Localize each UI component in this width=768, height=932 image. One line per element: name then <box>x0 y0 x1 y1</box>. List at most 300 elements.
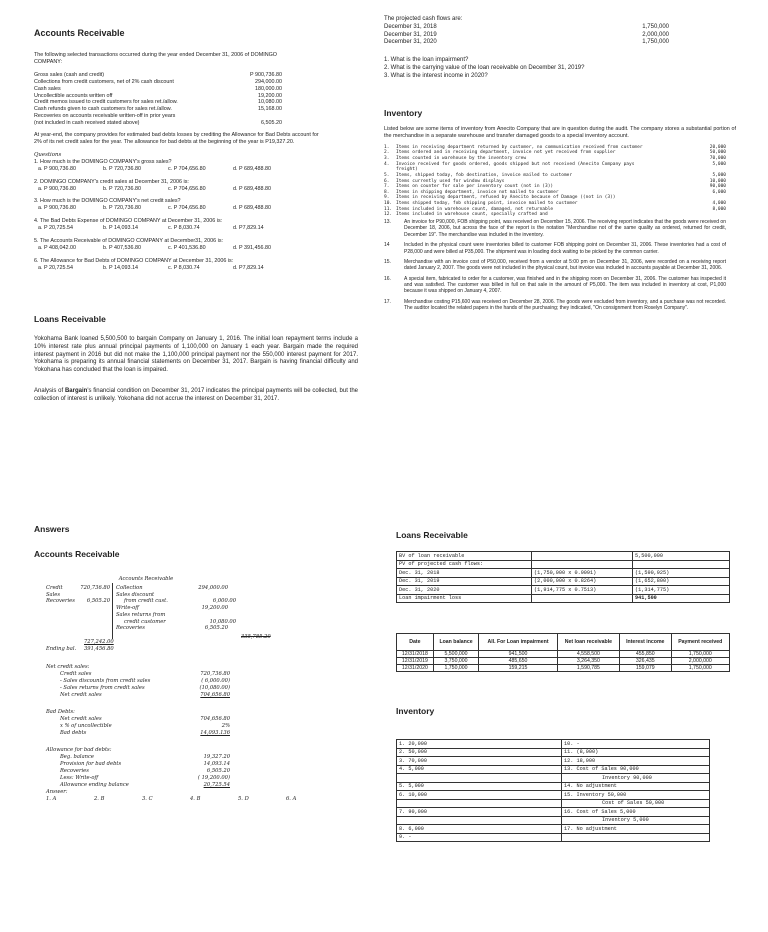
amortization-cell: 1,750,000 <box>433 665 478 672</box>
amortization-cell: 3,264,350 <box>557 658 619 665</box>
inventory-item-text: Items in shipping department, invoice not mailed to customer <box>396 189 559 195</box>
ar-option-c: c. P 401,536.80 <box>168 244 206 251</box>
ar-option-b: b. P 720,736.80 <box>103 185 141 192</box>
ncs-label: - Sales discounts from credit sales <box>60 678 151 685</box>
inventory-answer-left: 7. 90,000 <box>397 808 562 817</box>
t-credit-row <box>116 625 276 632</box>
ar-option-a: a. P 900,736.80 <box>38 205 76 212</box>
cash-flows-title: The projected cash flows are: <box>384 16 463 22</box>
ncs-value: 704,656.80 <box>200 692 230 699</box>
cash-flows-rows <box>384 24 674 47</box>
ar-item-label: (not included in cash received stated above) <box>34 120 140 127</box>
allowance-value: 6,505.20 <box>206 768 230 775</box>
t-credit-label: credit customer <box>124 618 166 625</box>
amortization-cell: 1,590,785 <box>557 665 619 672</box>
ar-option-a: a. P 20,725.54 <box>38 225 73 232</box>
amortization-cell: 2,000,000 <box>671 658 729 665</box>
cash-flow-amount: 2,000,000 <box>642 31 669 38</box>
ar-option-b: b. P 14,093.14 <box>103 225 138 232</box>
t-debit-value: 6,505.20 <box>86 598 110 605</box>
pv-amount: (1,590,925) <box>633 569 730 578</box>
allowance-value: 20,725.54 <box>203 782 230 789</box>
inventory-item-text: Items on counter for sale per inventory count (not in (3)) <box>396 184 554 190</box>
t-credit-value <box>184 612 228 619</box>
pv-label: Dec. 31, 2020 <box>397 586 532 595</box>
answer-item: 1. A <box>46 796 57 803</box>
inventory-item-number: 3. <box>384 156 390 162</box>
allowance-row <box>60 754 346 761</box>
inventory-answer-row <box>397 748 710 757</box>
ar-option-d: d. P 391,456.80 <box>233 244 271 251</box>
amortization-header: Date <box>397 634 434 651</box>
ar-intro: The following selected transactions occurred during the year ended December 31, 2006 of DOMINGO COMPANY: <box>34 52 278 65</box>
ncs-title: Net credit sales: <box>46 664 90 670</box>
t-credit-row <box>116 612 276 619</box>
ar-option-c: c. P 8,030.74 <box>168 225 200 232</box>
ending-balance-label: Ending bal. <box>46 645 77 652</box>
t-credit-row <box>116 598 276 605</box>
ar-option-a: a. P 408,042.00 <box>38 244 76 251</box>
loans-p2-start: Analysis of <box>34 387 65 394</box>
answers-ar-title: Accounts Receivable <box>34 549 120 559</box>
ending-balance-value: 391,456.80 <box>84 645 114 652</box>
loans-paragraph-1: Yokohama Bank loaned 5,500,500 to bargain Company on January 1, 2016. The initial loan repayment terms include a 10% interest rate plus annual principal payments of 1,100,000 on January 1 each year. Bargain made the required interest payment in 2016 but did not make the 1,100,000 principal payment nor the 550,000 interest payment for 2017. Yokohama is preparing its annual financial statements on December 31, 2017. Bargain is having financial difficulty and Yokohana has concluded that the loan is impaired. <box>34 336 358 374</box>
ar-item-value: 6,505.20 <box>261 120 282 127</box>
pv-table <box>396 551 730 603</box>
pv-row <box>397 594 730 603</box>
inventory-answer-left: 1. 20,000 <box>397 740 562 749</box>
ar-yearend: At year-end, the company provides for estimated bad debts losses by crediting the Allowance for Bad Debts account for 2% of its net credit sales for the year. The allowance for bad debts at the beginning of the year is P19,327.20. <box>34 132 319 145</box>
t-credit-row <box>116 585 276 592</box>
ar-option-c: c. P 704,656.80 <box>168 205 206 212</box>
inventory-answer-row <box>397 774 710 783</box>
inventory-item-text: Items shipped today, fob shipping point, invoice mailed to customer <box>396 201 578 207</box>
inventory-answer-row <box>397 765 710 774</box>
inventory-notes <box>384 219 736 312</box>
allow-title: Allowance for bad debts: <box>46 747 112 754</box>
inventory-answer-row <box>397 782 710 791</box>
t-debit-row <box>46 585 110 599</box>
amortization-header: Loan balance <box>433 634 478 651</box>
bad-debts-row <box>60 723 346 730</box>
allow-rows <box>60 754 346 789</box>
inventory-answer-row <box>397 791 710 800</box>
bad-debts-label: Bad debts <box>60 730 87 737</box>
amortization-cell: 159,215 <box>479 665 558 672</box>
inventory-note-text: Included in the physical count were inventories billed to customer FOB shipping point on December 31, 2006. These inventories had a cost of P28,000 and were billed at P35,000. The shipment was in loading dock waiting to be picked by the common carrier. <box>404 242 726 255</box>
amortization-table <box>396 633 730 672</box>
inventory-intro: Listed below are some items of inventory from Anecito Company that are in question during the audit. The company stores a substantial portion of the merchandise in a separate warehouse and transfer damaged goods to a special inventory account. <box>384 126 736 139</box>
ar-items <box>34 72 354 127</box>
inventory-answer-left: 4. 5,000 <box>397 765 562 774</box>
ar-item-value: 10,080.00 <box>258 99 282 106</box>
loans-title: Loans Receivable <box>34 314 106 324</box>
ar-item-label: Uncollectible accounts written off <box>34 92 113 99</box>
t-debit-value: 720,736.80 <box>80 584 110 591</box>
allowance-value: 19,327.20 <box>203 754 230 761</box>
inventory-item-amount: 4,000 <box>712 201 726 207</box>
pv-label: Loan impairment loss <box>397 594 532 603</box>
ar-item-label: Cash refunds given to cash customers for sales ret./allow. <box>34 106 172 113</box>
inventory-answer-row <box>397 808 710 817</box>
inventory-item-number: 7. <box>384 184 390 190</box>
ar-questions-label: Questions <box>34 151 62 158</box>
inventory-note-number: 16. <box>384 275 391 282</box>
inventory-note-text: Merchandise with an invoice cost of P50,000, received from a vendor at 5:00 pm on December 31, 2006, were recorded on a receiving report dated January 2, 2007. The goods were not included in the physical count, but invoice was included in accounts payable at December 31, 2006. <box>404 258 726 272</box>
inventory-note-text: Merchandise costing P15,600 was received on December 28, 2006. The goods were excluded from inventory, and a purchase was not recorded. The auditor located the related papers in the hands of the purchasing; they indicated, "On consignment from Roselyn Company". <box>404 298 726 312</box>
ar-option-c: c. P 704,656.80 <box>168 165 206 172</box>
ar-item <box>34 72 354 79</box>
t-right-total: 335,785.20 <box>241 633 271 640</box>
inventory-item-text: Items, shipped today, fob destination, invoice mailed to customer <box>396 172 573 178</box>
ar-item <box>34 120 354 127</box>
inventory-answer-right: 16. Cost of Sales 5,000 <box>562 808 710 817</box>
answer-item: 3. C <box>142 796 153 803</box>
amortization-cell: 4,558,500 <box>557 651 619 658</box>
ar-item <box>34 86 354 93</box>
inventory-answer-left: 6. 10,000 <box>397 791 562 800</box>
amortization-cell: 3,750,000 <box>433 658 478 665</box>
ncs-row <box>60 692 346 699</box>
inventory-item-amount: 70,000 <box>709 156 726 162</box>
allowance-value: 14,093.14 <box>203 761 230 768</box>
inventory-item-amount: 5,000 <box>712 161 726 167</box>
pv-row <box>397 560 730 569</box>
t-credit-row <box>116 592 276 599</box>
pv-amount: 5,500,000 <box>633 552 730 561</box>
t-credit-value: 6,000.00 <box>212 598 236 605</box>
inventory-answer-right: 12. 18,000 <box>562 757 710 766</box>
bad-debts-row <box>60 730 346 737</box>
ar-option-b: b. P 407,536.80 <box>103 244 141 251</box>
loans-paragraph-2 <box>34 388 358 404</box>
inventory-answer-left: 2. 50,000 <box>397 748 562 757</box>
ar-question-options <box>34 245 354 252</box>
ar-question-options <box>34 186 354 193</box>
ar-problem <box>34 28 354 278</box>
ar-item-value: 294,000.00 <box>255 78 282 85</box>
t-account <box>46 576 276 655</box>
t-credit-value: 19,200.00 <box>201 605 228 611</box>
amortization-cell: 1,750,000 <box>671 665 729 672</box>
t-account-title: Accounts Receivable <box>118 576 174 582</box>
ar-option-d: d. P7,829.14 <box>233 225 264 232</box>
inventory-item-text: Items included in warehouse count, damaged, not returnable <box>396 206 554 212</box>
ar-item <box>34 79 354 86</box>
amortization-header: Net loan receivable <box>557 634 619 651</box>
ar-question <box>34 238 354 252</box>
loans-questions <box>384 57 674 80</box>
inventory-answer-row <box>397 757 710 766</box>
inventory-item-number: 10. <box>384 201 393 207</box>
inventory-answer-right: 17. No adjustment <box>562 825 710 834</box>
cash-flows <box>384 16 674 81</box>
allowance-row <box>60 775 346 782</box>
inventory-answer-right: Cost of Sales 50,000 <box>562 799 710 808</box>
amortization-cell: 12/31/2020 <box>397 665 434 672</box>
t-debit-label: Credit Sales <box>46 584 63 598</box>
inventory-answer-right <box>562 833 710 842</box>
inventory-answer-left <box>397 816 562 825</box>
bad-debts-label: Net credit sales <box>60 716 102 723</box>
amortization-header: All. For Loan impairment <box>479 634 558 651</box>
ncs-value: (10,080.00) <box>199 685 230 692</box>
ncs-label: Credit sales <box>60 671 92 678</box>
cash-flow-date: December 31, 2020 <box>384 39 437 46</box>
amortization-cell: 5,500,000 <box>433 651 478 658</box>
t-credit-value: 294,000.00 <box>198 584 228 591</box>
inventory-item-text: Items counted in warehouse by the inventory crew <box>396 156 527 162</box>
ar-option-a: a. P 20,725.54 <box>38 264 73 271</box>
answers-loans <box>396 530 468 540</box>
inventory-answer-right: 11. (8,000) <box>562 748 710 757</box>
amortization-row <box>397 665 730 672</box>
cash-flow-row <box>384 24 674 32</box>
pv-row <box>397 577 730 586</box>
inventory-answer-row <box>397 816 710 825</box>
bad-debts-value: 2% <box>221 723 230 730</box>
t-credit-label: Recoveries <box>116 625 145 632</box>
answers-inventory-title: Inventory <box>396 706 435 716</box>
pv-calc: (2,000,000 x 0.8264) <box>532 577 633 586</box>
ar-item-value: 180,000.00 <box>255 85 282 92</box>
t-credit-label: from credit cust. <box>124 598 168 605</box>
ar-item-label: Credit memos issued to credit customers for sales ret./allow. <box>34 99 178 106</box>
ar-question <box>34 179 354 193</box>
allowance-row <box>60 782 346 789</box>
inventory-item-number: 6. <box>384 178 390 184</box>
allowance-label: Beg. balance <box>60 754 94 761</box>
inventory-item-number: 12. <box>384 212 393 218</box>
allowance-label: Allowance ending balance <box>60 782 129 789</box>
cash-flow-date: December 31, 2018 <box>384 23 437 30</box>
inventory-items <box>384 145 736 218</box>
t-credit-value: 6,505.20 <box>204 625 228 632</box>
amortization-cell: 159,079 <box>620 665 672 672</box>
inventory-answer-right: 13. Cost of Sales 90,000 <box>562 765 710 774</box>
inventory-item-amount: 50,000 <box>709 150 726 156</box>
ar-question-text: 6. The Allowance for Bad Debts of DOMINGO COMPANY at December 31, 2006 is: <box>34 257 234 264</box>
ar-question-text: 3. How much is the DOMINGO COMPANY's net credit sales? <box>34 198 181 205</box>
amortization-row <box>397 658 730 665</box>
answer-label: Answer: <box>46 789 68 796</box>
ar-question-options <box>34 205 354 212</box>
ar-item-label: Collections from credit customers, net of 2% cash discount <box>34 78 174 85</box>
ar-item-label: Recoveries on accounts receivable written-off in prior years <box>34 113 176 120</box>
loans-problem <box>34 314 358 404</box>
ar-question-options <box>34 265 354 272</box>
ncs-row <box>60 671 346 678</box>
inventory-answer-row <box>397 799 710 808</box>
inventory-item-number: 5. <box>384 172 390 178</box>
inventory-item-number: 2. <box>384 150 390 156</box>
loans-question: 1. What is the loan impairment? <box>384 57 469 64</box>
ar-option-c: c. P 8,030.74 <box>168 264 200 271</box>
ncs-row <box>60 685 346 692</box>
t-credit-row <box>116 619 276 626</box>
inventory-note <box>384 259 736 272</box>
t-left-total: 727,242.00 <box>84 638 114 645</box>
inventory-note-number: 15. <box>384 258 391 265</box>
inventory-item-amount: 5,000 <box>712 172 726 178</box>
amortization-cell: 941,500 <box>479 651 558 658</box>
inventory-item-text: Items in receiving department, refused by Anecito because of Damage ((not in (3)) <box>396 195 616 201</box>
pv-amount <box>633 560 730 569</box>
ar-option-c: c. P 704,656.80 <box>168 185 206 192</box>
pv-label: BV of loan receivable <box>397 552 532 561</box>
inventory-item-amount: 20,000 <box>709 144 726 150</box>
pv-row <box>397 552 730 561</box>
ncs-label: - Sales returns from credit sales <box>60 685 145 692</box>
inventory-note-text: A special item, fabricated to order for a customer, was finished and in the shipping room on December 31, 2006. The customer has inspected it and was satisfied. The customer was billed in full on that sale in the amount of P5,000. The item was included in inventory at cost, P1,000 because it was shipped on January 4, 2007. <box>404 275 726 295</box>
ar-question-text: 2. DOMINGO COMPANY's credit sales at December 31, 2006 is: <box>34 178 189 185</box>
ar-option-d: d. P 689,488.80 <box>233 185 271 192</box>
t-credit-label: Collection <box>116 584 143 591</box>
inventory-note-number: 14 <box>384 242 390 249</box>
ncs-rows <box>60 671 346 699</box>
t-credit-value: 10,080.00 <box>209 618 236 625</box>
amortization-header: Payment received <box>671 634 729 651</box>
inventory-answer-row <box>397 740 710 749</box>
pv-calc: (1,914,775 x 0.7513) <box>532 586 633 595</box>
inventory-item <box>384 162 736 173</box>
pv-amount: (1,314,775) <box>633 586 730 595</box>
ncs-row <box>60 678 346 685</box>
allowance-label: Recoveries <box>60 768 89 775</box>
inventory-note <box>384 276 736 295</box>
inventory-answer-row <box>397 825 710 834</box>
inventory-item-amount: 8,000 <box>712 206 726 212</box>
t-credit-row <box>116 605 276 612</box>
bad-debts-value: 704,656.80 <box>200 716 230 723</box>
ar-questions <box>34 159 354 272</box>
answer-item: 4. B <box>190 796 201 803</box>
cash-flow-row <box>384 32 674 40</box>
inventory-item-text: Items included in warehouse count, specially crafted and <box>396 212 548 218</box>
ar-item-label: Gross sales (cash and credit) <box>34 71 105 78</box>
t-debit-label: Recoveries <box>46 598 75 605</box>
inventory-answer-table <box>396 739 710 842</box>
amortization-cell: 12/31/2018 <box>397 651 434 658</box>
inventory-note <box>384 242 736 255</box>
ar-option-d: d. P 689,488.80 <box>233 205 271 212</box>
ar-question <box>34 258 354 272</box>
pv-calc <box>532 552 633 561</box>
ar-option-d: d. P7,829.14 <box>233 264 264 271</box>
allowance-value: ( 19,200.00) <box>197 775 230 782</box>
ar-question <box>34 218 354 232</box>
ar-option-b: b. P 720,736.80 <box>103 205 141 212</box>
inventory-item-number: 8. <box>384 189 390 195</box>
inventory-answer-right: Inventory 5,000 <box>562 816 710 825</box>
amortization-cell: 455,850 <box>620 651 672 658</box>
ar-item-value: 15,168.00 <box>258 106 282 113</box>
pv-label: Dec. 31, 2018 <box>397 569 532 578</box>
t-credit-label: Sales returns from <box>116 611 166 618</box>
cash-flow-date: December 31, 2019 <box>384 31 437 38</box>
inventory-item-amount <box>646 212 726 218</box>
inventory-item-text: Items currently used for window displays <box>396 178 505 184</box>
inventory-note-text: An invoice for P90,000, FOB shipping point, was received on December 15, 2006. The receiving report indicates that the goods were received on December 18, 2006, but across the face of the report is the notation "Merchandise not of the same quality as ordered, returned for credit, December 19". The merchandise was included in the inventory. <box>404 218 726 238</box>
pv-calc <box>532 594 633 603</box>
inventory-item-number: 1. <box>384 144 390 150</box>
pv-amount: 941,500 <box>633 594 730 603</box>
inventory-item <box>384 212 736 218</box>
cash-flow-amount: 1,750,000 <box>642 39 669 46</box>
inventory-item-number: 4. <box>384 161 390 167</box>
allowance-label: Provision for bad debts <box>60 761 122 768</box>
inventory-title: Inventory <box>384 108 423 118</box>
inventory-answer-left <box>397 774 562 783</box>
inventory-answer-right: Inventory 90,000 <box>562 774 710 783</box>
inventory-answer-right: 10. - <box>562 740 710 749</box>
ncs-value: 720,736.80 <box>200 671 230 678</box>
answer-list <box>46 796 346 803</box>
inventory-item-number: 11. <box>384 206 393 212</box>
bd-rows <box>60 716 346 737</box>
answer-item: 2. B <box>94 796 105 803</box>
ar-question-options <box>34 225 354 232</box>
t-credit-label: Sales discount <box>116 591 155 598</box>
ar-option-d: d. P 689,488.80 <box>233 165 271 172</box>
ar-item <box>34 106 354 113</box>
t-account-divider <box>112 583 113 639</box>
answers-inventory <box>396 706 434 716</box>
t-credit-label: Write-off <box>116 605 139 611</box>
bad-debts-label: x % of uncollectible <box>60 723 112 730</box>
t-debit-row <box>46 598 110 605</box>
inventory-answer-left: 5. 5,000 <box>397 782 562 791</box>
inventory-item-amount: 10,000 <box>709 178 726 184</box>
ar-item <box>34 93 354 100</box>
ar-question <box>34 198 354 212</box>
inventory-note-number: 13. <box>384 218 391 225</box>
inventory-answer-right: 14. No adjustment <box>562 782 710 791</box>
ar-item <box>34 99 354 106</box>
inventory-answer-left: 9. - <box>397 833 562 842</box>
amortization-row <box>397 651 730 658</box>
ar-item-value: 19,200.00 <box>258 92 282 99</box>
ar-item-value <box>224 113 282 120</box>
inventory-item-amount: 90,000 <box>709 184 726 190</box>
bd-title: Bad Debts: <box>46 709 75 716</box>
ar-option-b: b. P 720,736.80 <box>103 165 141 172</box>
inventory-note <box>384 219 736 238</box>
t-account-credits <box>116 585 276 632</box>
pv-calc <box>532 560 633 569</box>
cash-flow-amount: 1,750,000 <box>642 23 669 30</box>
ar-item-label: Cash sales <box>34 85 61 92</box>
bad-debts-row <box>60 716 346 723</box>
answer-item: 5. D <box>238 796 249 803</box>
ar-item-value: P 900,736.80 <box>250 71 282 78</box>
ar-title: Accounts Receivable <box>34 28 125 38</box>
t-credit-value <box>184 592 228 599</box>
amortization-cell: 12/31/2019 <box>397 658 434 665</box>
inventory-answer-right: 15. Inventory 50,000 <box>562 791 710 800</box>
inventory-note <box>384 299 736 312</box>
answer-item: 6. A <box>286 796 297 803</box>
cash-flow-row <box>384 39 674 47</box>
pv-amount: (1,652,800) <box>633 577 730 586</box>
pv-label: Dec. 31, 2019 <box>397 577 532 586</box>
inventory-note-number: 17. <box>384 298 391 305</box>
answers-loans-title: Loans Receivable <box>396 530 468 540</box>
ar-question <box>34 159 354 173</box>
inventory-item-text: Items in receiving department returned by customer, no communication received from customer <box>396 144 643 150</box>
ar-question-text: 5. The Accounts Receivable of DOMINGO COMPANY at December31, 2006 is: <box>34 238 224 245</box>
loans-p2-rest: 's financial condition on December 31, 2017 indicates the principal payments will be collected, but the collection of interest is unlikely. Yokohana did not accrue the interest on December 31, 2017. <box>34 387 359 402</box>
